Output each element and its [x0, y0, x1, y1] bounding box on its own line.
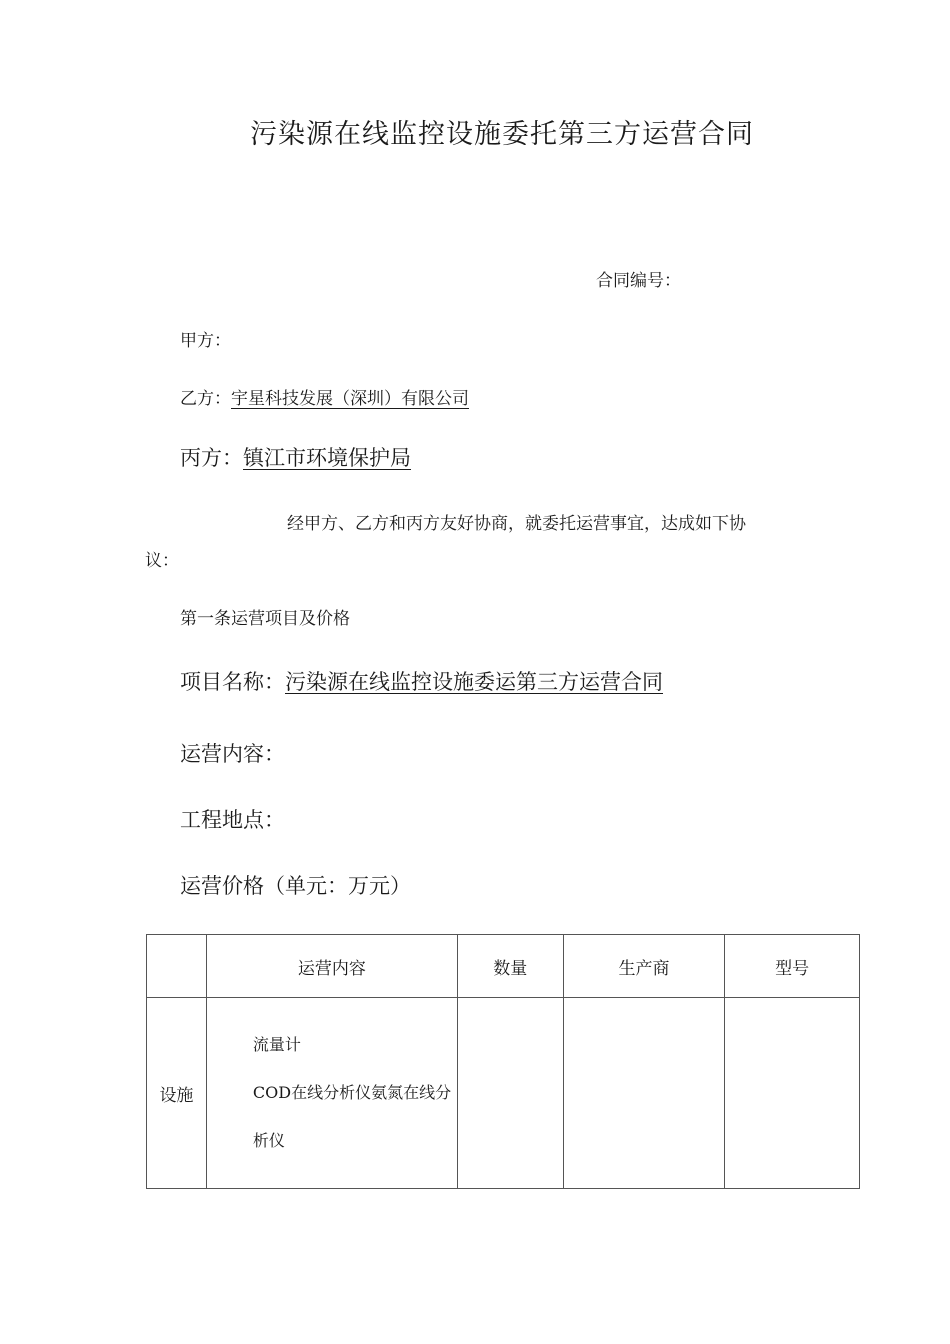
preamble-line-2: 议： — [145, 551, 179, 571]
party-a-label: 甲方： — [180, 331, 231, 351]
operations-table — [146, 934, 860, 1189]
operation-content-label: 运营内容： — [180, 742, 285, 766]
contract-number-label: 合同编号： — [596, 271, 681, 291]
table-header-row — [147, 935, 860, 998]
header-model: 型号 — [725, 935, 860, 998]
header-manufacturer: 生产商 — [563, 935, 725, 998]
item-line: 析仪 — [252, 1131, 285, 1150]
row-category: 设施 — [147, 998, 207, 1189]
project-name-label: 项目名称： — [180, 670, 285, 694]
party-a — [180, 326, 231, 351]
header-cell-blank — [147, 935, 207, 998]
row-items — [206, 998, 457, 1189]
project-name-value: 污染源在线监控设施委运第三方运营合同 — [285, 670, 663, 694]
party-b-name: 宇星科技发展（深圳）有限公司 — [231, 389, 469, 409]
project-site-label: 工程地点： — [180, 808, 285, 832]
header-quantity: 数量 — [457, 935, 563, 998]
item-line: 流量计 — [252, 1035, 301, 1054]
row-model — [725, 998, 860, 1189]
item-line: COD在线分析仪氨氮在线分 — [252, 1083, 452, 1102]
party-c-name: 镇江市环境保护局 — [243, 446, 411, 470]
project-name — [180, 666, 663, 696]
party-b — [180, 384, 469, 409]
preamble-line-1: 经甲方、乙方和丙方友好协商，就委托运营事宜，达成如下协 — [287, 514, 746, 534]
party-b-label: 乙方： — [180, 389, 231, 409]
header-operation-content: 运营内容 — [206, 935, 457, 998]
table-row — [147, 998, 860, 1189]
party-c-label: 丙方： — [180, 446, 243, 470]
row-quantity — [457, 998, 563, 1189]
party-c — [180, 442, 411, 472]
article-1-heading: 第一条运营项目及价格 — [180, 609, 350, 629]
document-title: 污染源在线监控设施委托第三方运营合同 — [250, 119, 754, 150]
operation-price-label: 运营价格（单元：万元） — [180, 874, 411, 898]
row-manufacturer — [563, 998, 725, 1189]
